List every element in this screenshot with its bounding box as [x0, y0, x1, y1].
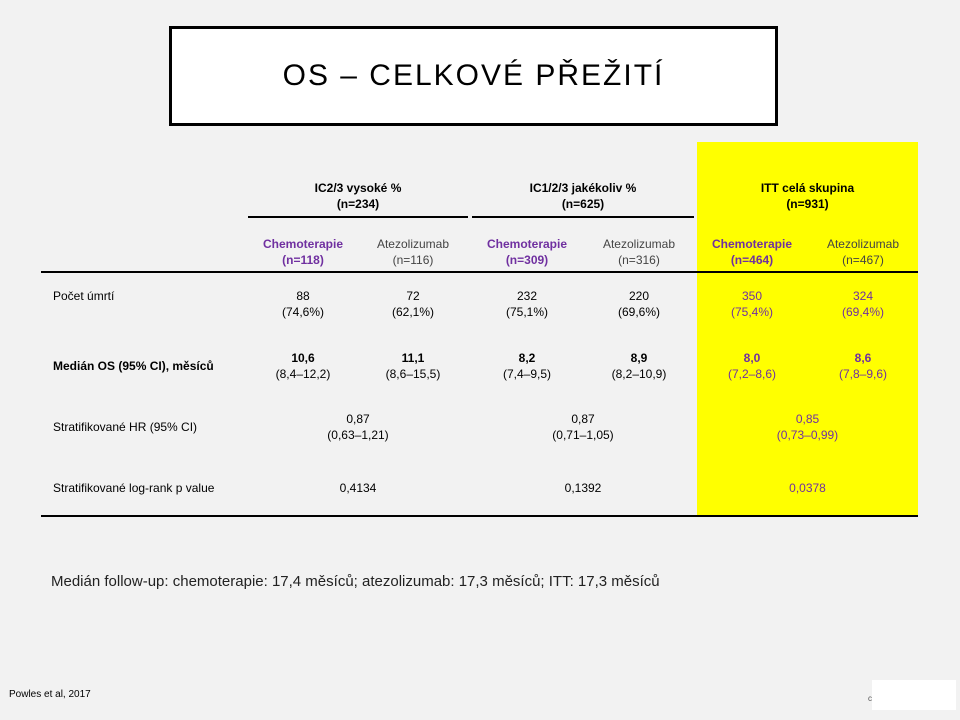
arm-label: Chemoterapie [486, 237, 568, 251]
row-label-deaths: Počet úmrtí [53, 289, 115, 303]
table-cell [584, 288, 694, 320]
group-header-itt [697, 180, 918, 212]
table-cell [358, 288, 468, 320]
arm-n: (n=118) [282, 253, 324, 267]
header-rule [41, 271, 918, 273]
cell-ci: (7,8–9,6) [838, 367, 888, 381]
cell-value: 8,6 [854, 351, 872, 365]
cell-ci: (75,1%) [505, 305, 549, 319]
arm-n: (n=467) [842, 253, 884, 267]
group-n: (n=234) [336, 197, 380, 211]
table-cell [248, 480, 468, 496]
cell-value: 8,0 [743, 351, 761, 365]
group-name: IC1/2/3 jakékoliv % [529, 181, 637, 195]
arm-n: (n=464) [730, 253, 774, 267]
table-cell [808, 288, 918, 320]
cell-value: 0,1392 [564, 481, 602, 495]
corner-char: c [868, 694, 872, 703]
corner-box [872, 680, 956, 710]
cell-ci: (8,2–10,9) [611, 367, 667, 381]
table-cell [697, 480, 918, 496]
cell-value: 88 [296, 289, 310, 303]
cell-ci: (7,4–9,5) [502, 367, 552, 381]
cell-value: 8,9 [630, 351, 648, 365]
slide-title: OS – CELKOVÉ PŘEŽITÍ [282, 59, 665, 92]
cell-value: 0,85 [795, 412, 820, 426]
subheader-atezo-3 [808, 236, 918, 268]
group-n: (n=625) [561, 197, 605, 211]
table-cell [697, 350, 807, 382]
subheader-atezo-2 [584, 236, 694, 268]
cell-value: 10,6 [291, 351, 315, 365]
arm-n: (n=316) [618, 253, 660, 267]
cell-value: 350 [741, 289, 763, 303]
table-bottom-rule [41, 515, 918, 517]
arm-label: Atezolizumab [826, 237, 900, 251]
table-cell [248, 288, 358, 320]
cell-ci: (0,73–0,99) [776, 428, 839, 442]
group-header-ic23 [248, 180, 468, 212]
cell-value: 0,87 [346, 412, 370, 426]
title-box [169, 26, 778, 126]
cell-value: 220 [628, 289, 650, 303]
cell-value: 0,87 [571, 412, 595, 426]
cell-value: 0,4134 [339, 481, 377, 495]
group-header-ic123 [472, 180, 694, 212]
cell-value: 8,2 [518, 351, 536, 365]
arm-label: Atezolizumab [376, 237, 450, 251]
table-cell [358, 350, 468, 382]
cell-value: 324 [852, 289, 874, 303]
cell-ci: (8,4–12,2) [275, 367, 331, 381]
row-label-pvalue: Stratifikované log-rank p value [53, 481, 215, 495]
row-label-hr: Stratifikované HR (95% CI) [53, 420, 198, 434]
arm-n: (n=116) [392, 253, 434, 267]
cell-ci: (69,4%) [841, 305, 885, 319]
table-cell [472, 288, 582, 320]
table-cell [697, 411, 918, 443]
group-name: IC2/3 vysoké % [314, 181, 402, 195]
cell-ci: (62,1%) [391, 305, 435, 319]
table-cell [248, 411, 468, 443]
group-underline [248, 216, 468, 218]
table-cell [472, 480, 694, 496]
table-cell [472, 411, 694, 443]
subheader-chemo-2 [472, 236, 582, 268]
table-cell [472, 350, 582, 382]
source-citation: Powles et al, 2017 [9, 689, 91, 700]
cell-ci: (0,71–1,05) [552, 428, 614, 442]
group-n: (n=931) [786, 197, 829, 211]
table-cell [808, 350, 918, 382]
cell-ci: (7,2–8,6) [727, 367, 777, 381]
table-cell [697, 288, 807, 320]
arm-n: (n=309) [505, 253, 549, 267]
cell-value: 11,1 [401, 351, 425, 365]
table-cell [584, 350, 694, 382]
cell-ci: (74,6%) [281, 305, 325, 319]
table-cell [248, 350, 358, 382]
cell-ci: (75,4%) [730, 305, 774, 319]
arm-label: Chemoterapie [711, 237, 793, 251]
followup-footnote: Medián follow-up: chemoterapie: 17,4 měsíců; atezolizumab: 17,3 měsíců; ITT: 17,3 měsíců [51, 573, 660, 590]
arm-label: Atezolizumab [602, 237, 676, 251]
cell-value: 72 [406, 289, 420, 303]
arm-label: Chemoterapie [262, 237, 344, 251]
cell-ci: (0,63–1,21) [327, 428, 389, 442]
row-label-median: Medián OS (95% CI), měsíců [53, 359, 214, 373]
subheader-chemo-1 [248, 236, 358, 268]
subheader-chemo-3 [697, 236, 807, 268]
cell-ci: (8,6–15,5) [385, 367, 441, 381]
cell-value: 0,0378 [789, 481, 826, 495]
group-underline [472, 216, 694, 218]
cell-value: 232 [516, 289, 538, 303]
subheader-atezo-1 [358, 236, 468, 268]
cell-ci: (69,6%) [617, 305, 661, 319]
group-name: ITT celá skupina [760, 181, 855, 195]
